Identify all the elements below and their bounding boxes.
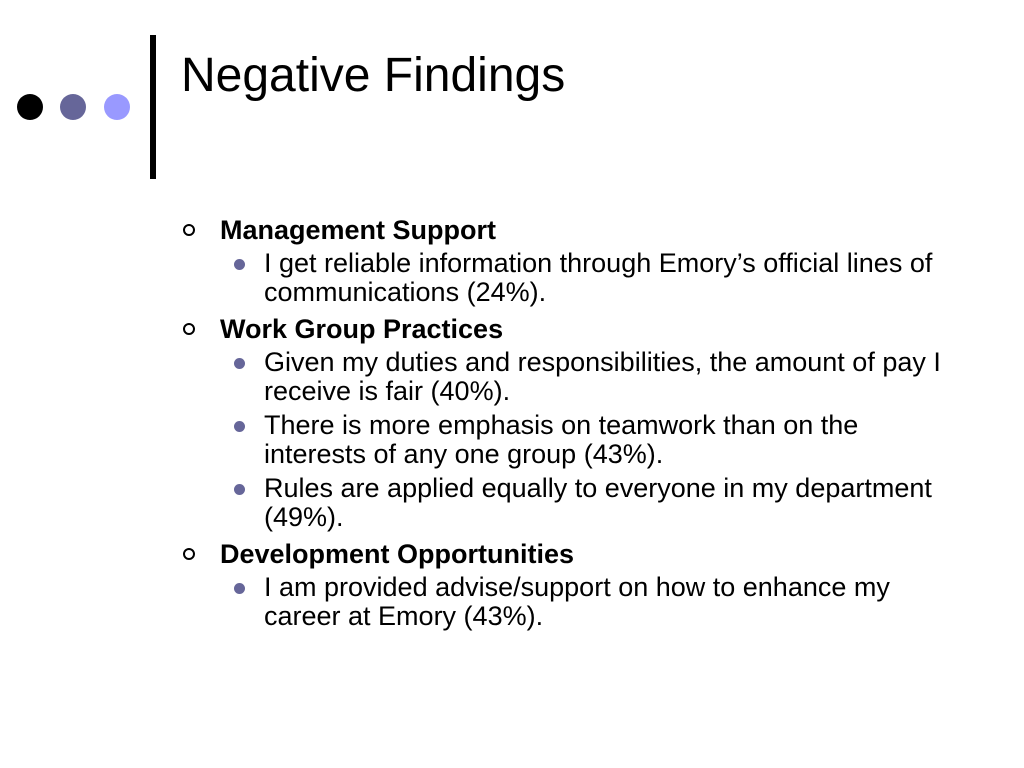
section-development-opportunities [180, 537, 980, 631]
list-item-text: There is more emphasis on teamwork than on the interests of any one group (43%). [264, 410, 859, 469]
list-item [180, 411, 980, 469]
list-item-text: I am provided advise/support on how to enhance my career at Emory (43%). [264, 572, 890, 631]
list-item-text: Rules are applied equally to everyone in my department (49%). [264, 473, 932, 532]
list-item-text: Given my duties and responsibilities, the amount of pay I receive is fair (40%). [264, 347, 941, 406]
filled-circle-bullet-icon [234, 259, 245, 270]
section-work-group-practices [180, 312, 980, 532]
section-heading [180, 213, 980, 247]
list-item [180, 573, 980, 631]
slide-content [180, 213, 980, 636]
section-heading-text: Development Opportunities [220, 539, 575, 569]
section-heading-text: Work Group Practices [220, 314, 504, 344]
filled-circle-bullet-icon [234, 358, 245, 369]
decorative-dot-black [17, 94, 43, 120]
section-heading-text: Management Support [220, 215, 497, 245]
list-item [180, 474, 980, 532]
section-management-support [180, 213, 980, 307]
filled-circle-bullet-icon [234, 484, 245, 495]
list-item [180, 249, 980, 307]
list-item [180, 348, 980, 406]
slide-title: Negative Findings [181, 49, 566, 102]
list-item-text: I get reliable information through Emory’s official lines of communications (24%). [264, 248, 933, 307]
hollow-circle-bullet-icon [183, 224, 195, 236]
section-heading [180, 537, 980, 571]
hollow-circle-bullet-icon [183, 323, 195, 335]
filled-circle-bullet-icon [234, 583, 245, 594]
section-heading [180, 312, 980, 346]
hollow-circle-bullet-icon [183, 548, 195, 560]
title-divider [150, 35, 156, 179]
filled-circle-bullet-icon [234, 421, 245, 432]
decorative-dot-periwinkle [104, 94, 130, 120]
decorative-dot-slate [60, 94, 86, 120]
